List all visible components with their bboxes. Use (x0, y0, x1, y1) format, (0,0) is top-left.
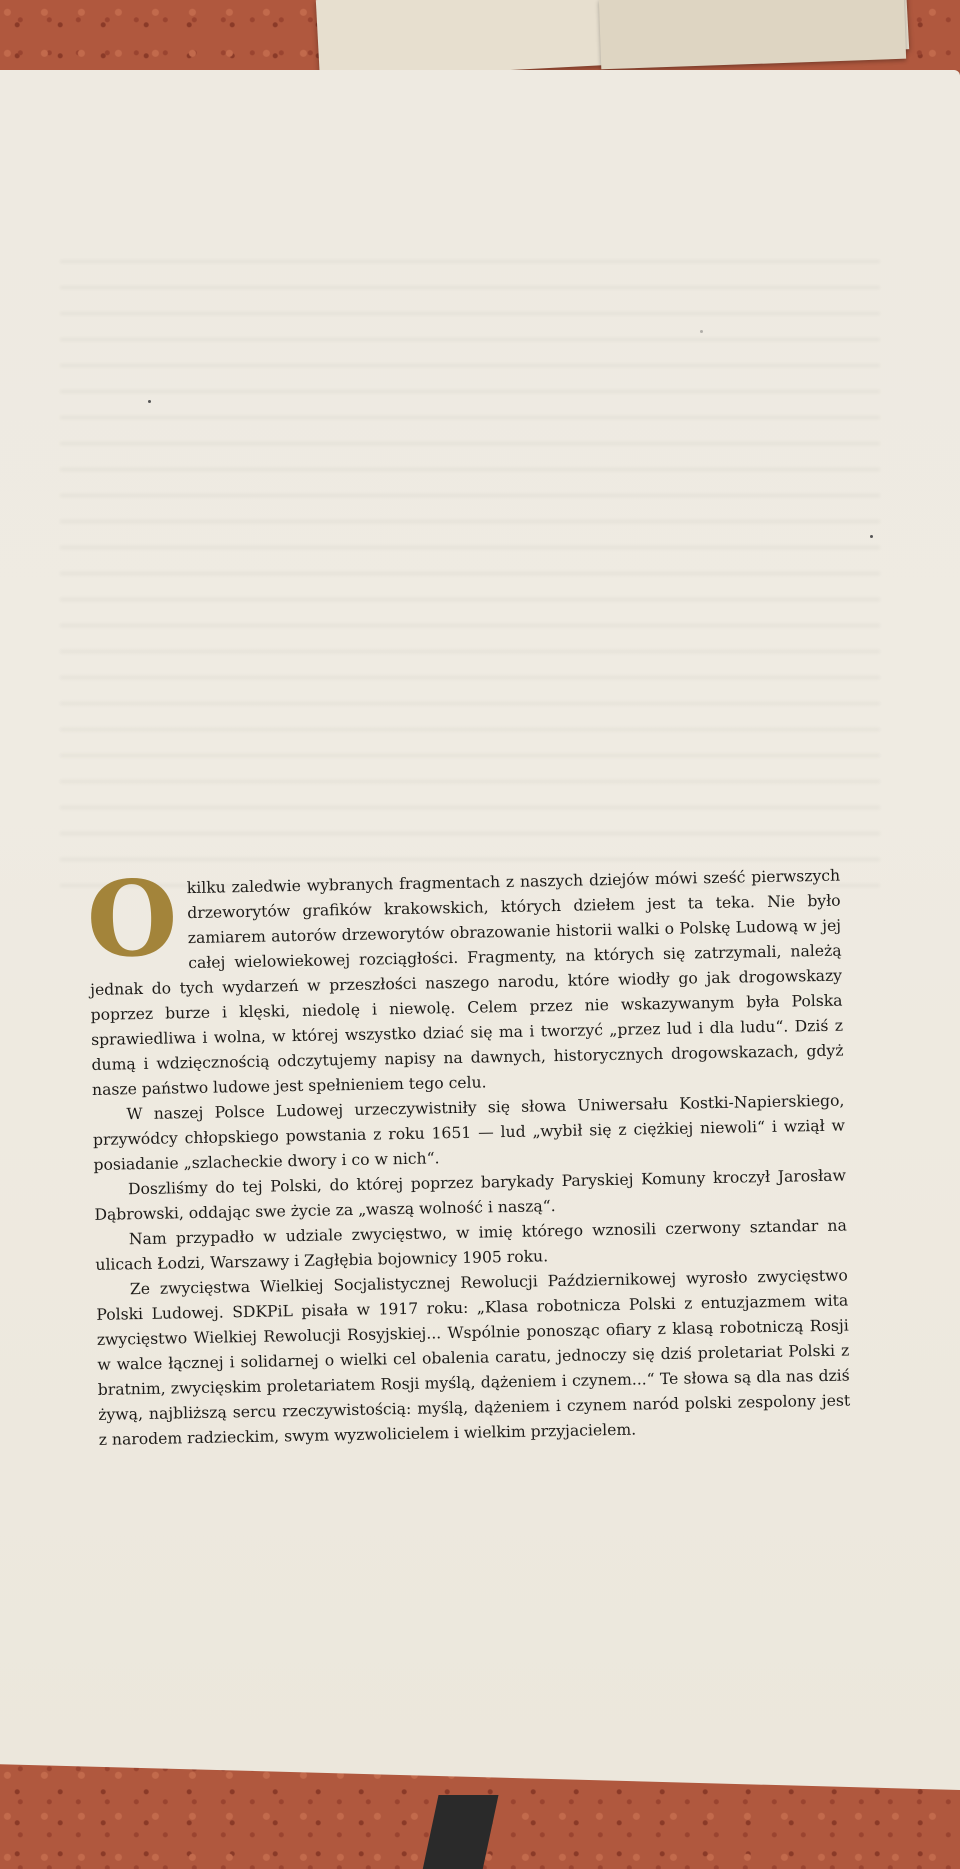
paragraph-october-revolution: Ze zwycięstwa Wielkiej Socjalistycznej Rewolucji Październikowej wyrosło zwycięstwo Polski Ludowej. SDKPiL pisała w 1917 roku: „Klasa robotnicza Polski z entuzjazmem wita zwycięstwo Wielkiej Rewolucji Rosyjskiej... Wspólnie ponosząc ofiary z klasą robotniczą Rosji w walce łącznej i solidarnej o wielki cel obalenia caratu, jednoczy się dziś proletariat Polski z bratnim, zwycięskim proletariatem Rosji myślą, dążeniem i czynem...“ Te słowa są dla nas dziś żywą, najbliższą sercu rzeczywistością: myślą, dążeniem i czynem naród polski zespolony jest z narodem radzieckim, swym wyzwolicielem i wielkim przyjacielem. (96, 1266, 851, 1449)
floor-tile-gap (421, 1795, 498, 1869)
paragraph-kostka-napierski: W naszej Polsce Ludowej urzeczywistniły się słowa Uniwersału Kostki-Napierskiego, przywódcy chłopskiego powstania z roku 1651 — lud „wybił się z ciężkiej niewoli“ i wziął w posiadanie „szlacheckie dwory i co w nich“. (92, 1091, 846, 1174)
article-text (85, 856, 851, 1453)
paragraph-1905: Nam przypadło w udziale zwycięstwo, w imię którego wznosili czerwony sztandar na ulicach Łodzi, Warszawy i Zagłębia bojownicy 1905 roku. (95, 1216, 847, 1274)
paragraph-intro (85, 856, 844, 1103)
background-paper-sheet-2 (599, 0, 906, 69)
paragraph-text: kilku zaledwie wybranych fragmentach z naszych dziejów mówi sześć pierwszych drzeworytów grafików krakowskich, których dziełem jest ta teka. Nie było zamiarem autorów drzeworytów obrazowanie historii walki o Polskę Ludową w jej całej wielowiekowej rozciągłości. Fragmenty, na których się zatrzymali, należą jednak do tych wydarzeń w przeszłości naszego narodu, które wiodły go jak drogowskazy poprzez burze i klęski, niedolę i niewolę. Celem przez nie wskazywanym była Polska sprawiedliwa i wolna, w której wszystko dziać się ma i tworzyć „przez lud i dla ludu“. Dziś z dumą i wdzięcznością odczytujemy napisy na dawnych, historycznych drogowskazach, gdyż nasze państwo ludowe jest spełnieniem tego celu. (89, 866, 844, 1099)
show-through-text (60, 260, 880, 900)
drop-cap-letter: O (85, 856, 179, 982)
paper-speck (870, 535, 873, 538)
paper-speck (148, 400, 151, 403)
paper-speck (700, 330, 703, 333)
paragraph-dabrowski: Doszliśmy do tej Polski, do której poprzez barykady Paryskiej Komuny kroczył Jarosław Dąbrowski, oddając swe życie za „waszą wolność i naszą“. (94, 1166, 847, 1224)
